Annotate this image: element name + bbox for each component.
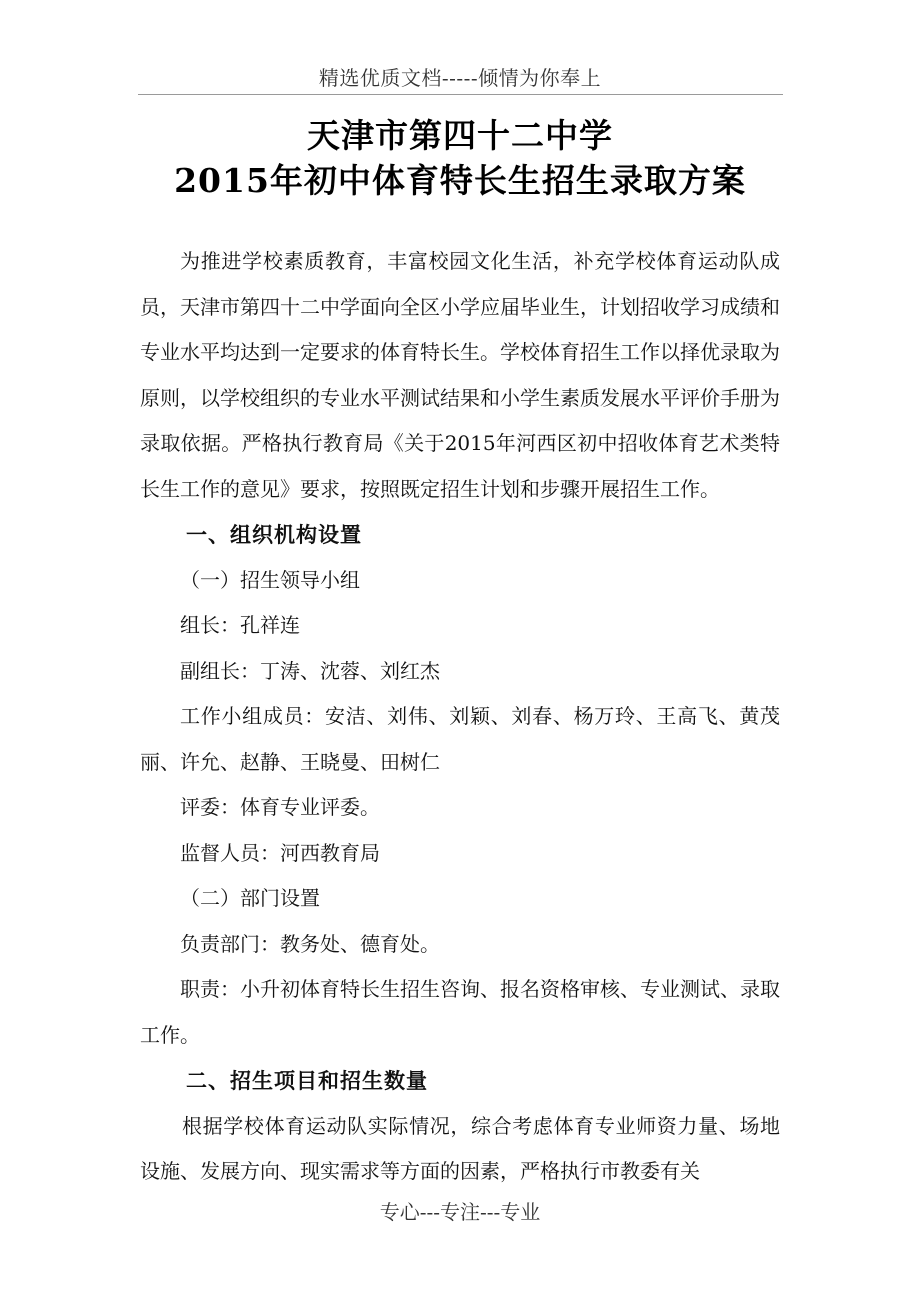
supervisor: 监督人员：河西教育局 [180,840,380,865]
page-footer: 专心---专注---专业 [379,1200,541,1224]
document-body [140,239,780,1195]
department-duties: 职责：小升初体育特长生招生咨询、报名资格审核、专业测试、录取工作。 [140,977,780,1047]
vice-group-leader: 副组长：丁涛、沈蓉、刘红杰 [180,658,440,683]
intro-paragraph: 为推进学校素质教育，丰富校园文化生活，补充学校体育运动队成员，天津市第四十二中学面向全区小学应届毕业生，计划招收学习成绩和专业水平均达到一定要求的体育特长生。学校体育招生工作以择优录取为原则，以学校组织的专业水平测试结果和小学生素质发展水平评价手册为录取依据。严格执行教育局《关于2015年河西区初中招收体育艺术类特长生工作的意见》要求，按照既定招生计划和步骤开展招生工作。 [140,249,780,501]
judges: 评委：体育专业评委。 [180,795,380,819]
page-header: 精选优质文档-----倾情为你奉上 [318,66,602,90]
group-leader: 组长：孔祥连 [180,613,300,637]
enrollment-paragraph: 根据学校体育运动队实际情况，综合考虑体育专业师资力量、场地设施、发展方向、现实需求等方面的因素，严格执行市教委有关 [140,1113,780,1183]
document-title-plan: 2015年初中体育特长生招生录取方案 [174,161,746,200]
header-divider [138,94,783,95]
section-heading-enrollment: 二、招生项目和招生数量 [186,1068,428,1093]
document-title-school: 天津市第四十二中学 [307,116,613,155]
subsection-departments: （二）部门设置 [180,886,320,910]
subsection-leadership-group: （一）招生领导小组 [180,567,360,592]
section-heading-organization: 一、组织机构设置 [186,522,362,547]
working-group-members: 工作小组成员：安洁、刘伟、刘颖、刘春、杨万玲、王高飞、黄茂丽、许允、赵静、王晓曼、田树仁 [140,704,780,774]
responsible-departments: 负责部门：教务处、德育处。 [180,931,440,956]
